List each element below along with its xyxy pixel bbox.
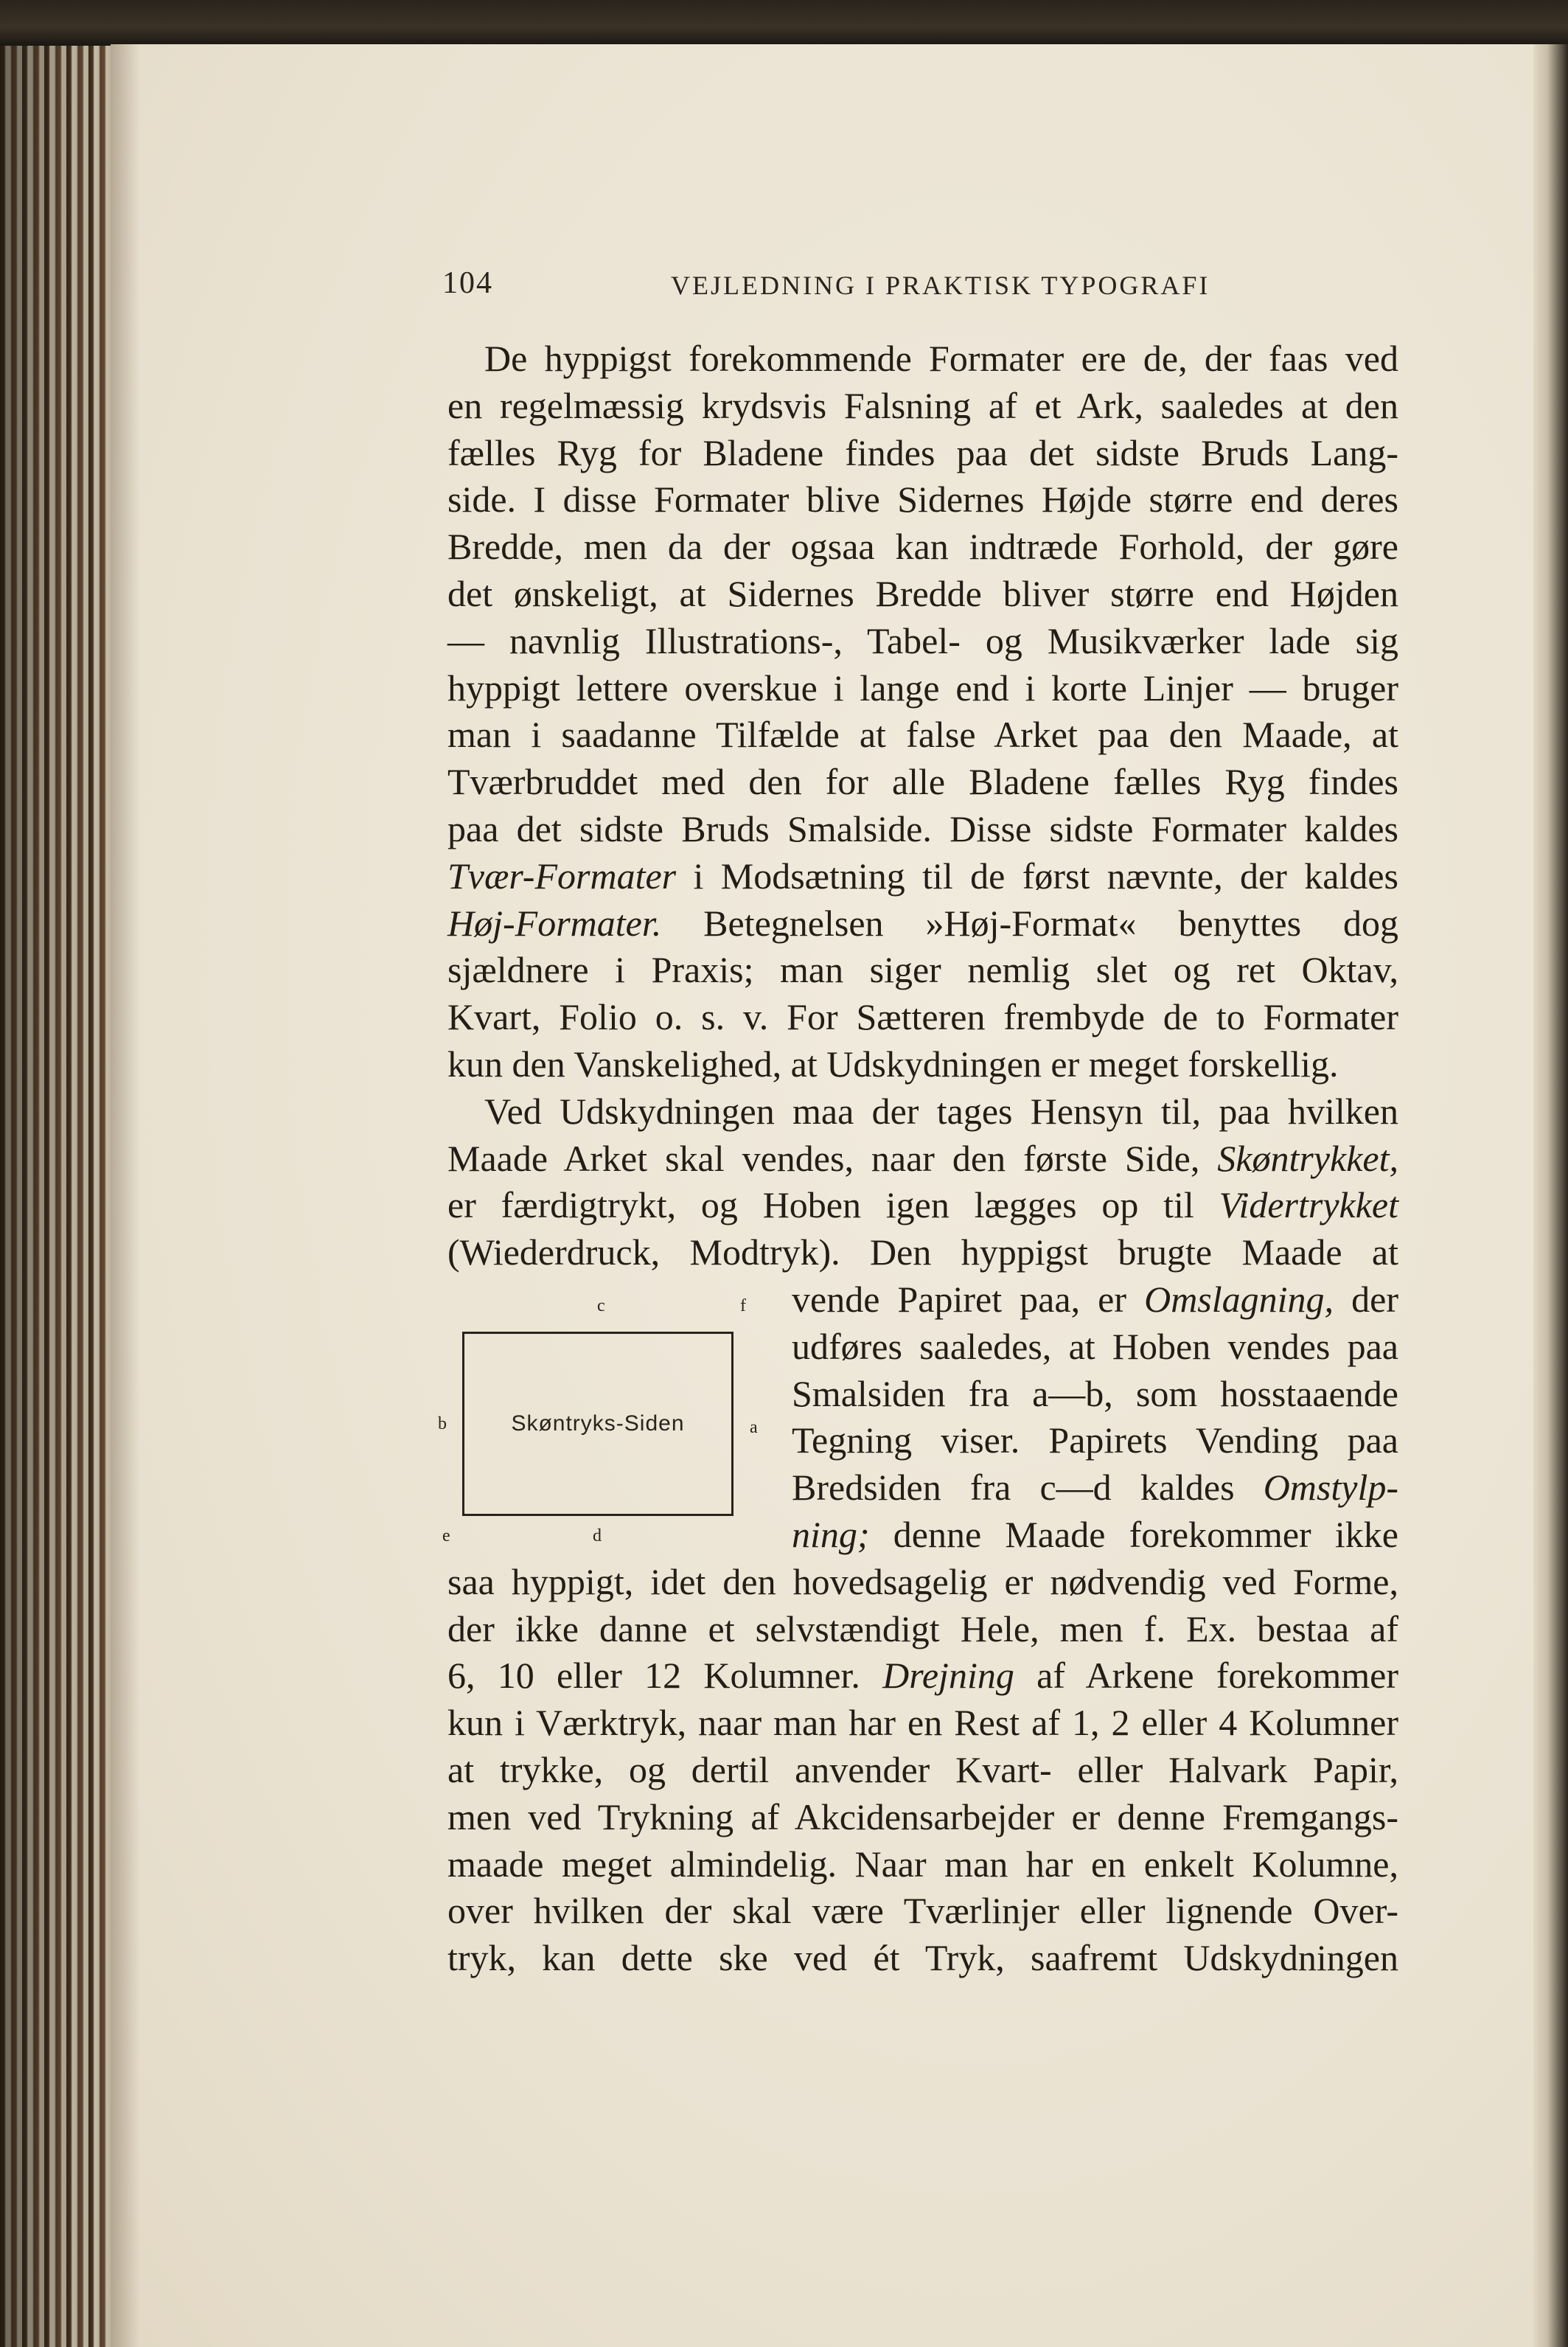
text-line: Ved Udskydningen maa der tages Hensyn til, paa hvilken bbox=[484, 1090, 1398, 1132]
text-line: der ikke danne et selvstændigt Hele, men f. Ex. bestaa af bbox=[447, 1607, 1398, 1649]
page-right-edge bbox=[1533, 44, 1568, 2347]
italic-term: Omstylp- bbox=[1263, 1467, 1398, 1509]
text-line: men ved Trykning af Akcidensarbejder er denne Fremgangs- bbox=[447, 1795, 1398, 1837]
page-stack-shadow bbox=[0, 46, 118, 2347]
text-line: — navnlig Illustrations-, Tabel- og Musikværker lade sig bbox=[447, 619, 1398, 661]
text-line: Bredde, men da der ogsaa kan indtræde Forhold, der gøre bbox=[447, 526, 1398, 568]
text-run: af Arkene forekommer bbox=[1014, 1655, 1398, 1697]
italic-term: Skøntrykket, bbox=[1217, 1137, 1398, 1179]
italic-term: Drejning bbox=[882, 1655, 1014, 1697]
text-line: man i saadanne Tilfælde at false Arket paa den Maade, at bbox=[447, 714, 1398, 756]
italic-term: Omslagning, bbox=[1144, 1278, 1334, 1320]
text-line: De hyppigst forekommende Formater ere de, der faas ved bbox=[484, 338, 1398, 379]
text-line: udføres saaledes, at Hoben vendes paa bbox=[792, 1325, 1398, 1367]
text-line bbox=[447, 900, 1398, 948]
text-run: denne Maade forekommer ikke bbox=[869, 1513, 1398, 1555]
text-line: tryk, kan dette ske ved ét Tryk, saafremt Udskydningen bbox=[447, 1937, 1398, 1979]
text-run: vende Papiret paa, er bbox=[792, 1278, 1145, 1320]
imposition-diagram bbox=[436, 1296, 776, 1562]
italic-term: ning; bbox=[792, 1513, 870, 1555]
page-gutter-shadow bbox=[111, 44, 140, 2347]
body-text bbox=[447, 335, 1398, 1982]
text-line: hyppigt lettere overskue i lange end i korte Linjer — bruger bbox=[447, 667, 1398, 709]
text-line: side. I disse Formater blive Sidernes Højde større end deres bbox=[447, 479, 1398, 521]
sheet-label: Skøntryks-Siden bbox=[511, 1411, 685, 1436]
text-line: kun i Værktryk, naar man har en Rest af 1, 2 eller 4 Kolumner bbox=[447, 1702, 1398, 1744]
italic-term: Tvær-Formater bbox=[447, 855, 677, 897]
italic-term: Høj-Formater. bbox=[447, 902, 662, 944]
italic-term: Vidertrykket bbox=[1219, 1184, 1398, 1226]
text-line: saa hyppigt, idet den hovedsagelig er nødvendig ved Forme, bbox=[447, 1560, 1398, 1602]
text-line: det ønskeligt, at Sidernes Bredde bliver større end Højden bbox=[447, 572, 1398, 614]
text-line: Smalsiden fra a—b, som hosstaaende bbox=[792, 1372, 1398, 1414]
book-top-edge bbox=[0, 0, 1568, 46]
label-d: d bbox=[593, 1526, 602, 1545]
text-line: Tværbruddet med den for alle Bladene fælles Ryg findes bbox=[447, 761, 1398, 803]
page-number: 104 bbox=[442, 266, 493, 300]
text-line bbox=[792, 1276, 1398, 1324]
text-line: at trykke, og dertil anvender Kvart- eller Halvark Papir, bbox=[447, 1748, 1398, 1790]
sheet-rectangle bbox=[462, 1332, 734, 1516]
label-f: f bbox=[740, 1296, 746, 1315]
text-line: Tegning viser. Papirets Vending paa bbox=[792, 1419, 1398, 1461]
text-line: Kvart, Folio o. s. v. For Sætteren frembyde de to Formater bbox=[447, 996, 1398, 1038]
text-line: kun den Vanskelighed, at Udskydningen er meget forskellig. bbox=[447, 1043, 1339, 1085]
text-run: i Modsætning til de først nævnte, der kaldes bbox=[676, 855, 1398, 897]
text-run: 6, 10 eller 12 Kolumner. bbox=[447, 1655, 883, 1697]
text-line: fælles Ryg for Bladene findes paa det sidste Bruds Lang- bbox=[447, 431, 1398, 473]
text-line: over hvilken der skal være Tværlinjer eller lignende Over- bbox=[447, 1890, 1398, 1932]
running-head bbox=[442, 265, 1401, 310]
label-e: e bbox=[442, 1526, 450, 1545]
text-line bbox=[447, 1652, 1398, 1700]
text-line bbox=[447, 1182, 1398, 1229]
text-line: paa det sidste Bruds Smalside. Disse sidste Formater kaldes bbox=[447, 807, 1398, 849]
text-line: maade meget almindelig. Naar man har en enkelt Kolumne, bbox=[447, 1843, 1398, 1885]
text-line: en regelmæssig krydsvis Falsning af et Ark, saaledes at den bbox=[447, 384, 1398, 426]
text-run: der bbox=[1334, 1278, 1398, 1320]
text-run: Betegnelsen »Høj-Format« benyttes dog bbox=[661, 902, 1398, 944]
text-line bbox=[792, 1512, 1398, 1559]
text-run: er færdigtrykt, og Hoben igen lægges op til bbox=[447, 1184, 1219, 1226]
text-run: Maade Arket skal vendes, naar den første Side, bbox=[447, 1137, 1218, 1179]
text-line bbox=[447, 853, 1398, 900]
label-c: c bbox=[597, 1296, 605, 1315]
text-run: Bredsiden fra c—d kaldes bbox=[792, 1467, 1264, 1509]
text-line: sjældnere i Praxis; man siger nemlig slet og ret Oktav, bbox=[447, 949, 1398, 991]
text-line bbox=[447, 1136, 1398, 1183]
label-b: b bbox=[438, 1414, 447, 1433]
label-a: a bbox=[750, 1418, 758, 1437]
running-title: VEJLEDNING I PRAKTISK TYPOGRAFI bbox=[671, 271, 1210, 300]
text-line bbox=[792, 1464, 1398, 1512]
text-line: (Wiederdruck, Modtryk). Den hyppigst brugte Maade at bbox=[447, 1231, 1398, 1273]
